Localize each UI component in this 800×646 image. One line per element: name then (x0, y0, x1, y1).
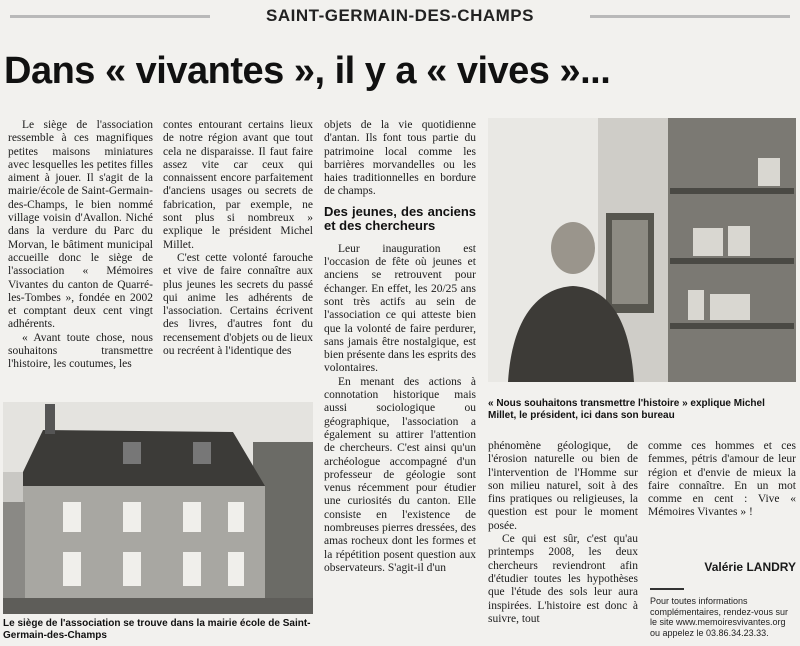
column-3 (324, 119, 476, 639)
building-photo (3, 402, 313, 614)
column-1 (8, 119, 153, 393)
building-caption: Le siège de l'association se trouve dans la mairie école de Saint-Germain-des-Champs (3, 618, 311, 641)
col3-paragraph-2: Leur inauguration est l'occasion de fête où jeunes et anciens se retrouvent pour échanger. En effet, les 20/25 ans sont très actifs au sein de l'association ce qui atteste bien que la volonté de faire perdurer, sans jamais être nostalgique, est bien présente dans les esprits des volontaires. (324, 242, 476, 375)
section-header (10, 6, 790, 26)
col4-paragraph-1: phénomène géologique, de l'érosion naturelle ou bien de l'intervention de l'Homme sur son milieu naturel, soit à des fins pratiques ou religieuses, la question est pour le moment posée. (488, 440, 638, 532)
col4-paragraph-2: Ce qui est sûr, c'est qu'au printemps 2008, les deux chercheurs reviendront afin d'étudier toutes les hypothèses que l'étude des sols leur aura inspirées. L'histoire est donc à suivre, tout (488, 533, 638, 625)
column-5 (648, 440, 796, 530)
col1-paragraph-1: Le siège de l'association ressemble à ces magnifiques petites maisons miniatures avec lesquelles les petites filles aiment à jouer. Il s'agit de la mairie/école de Saint-Germain-des-Champs, le bien nommé village voisin d'Avallon. Niché dans la verdure du Parc du Morvan, le bâtiment municipal accueille donc le siège de l'association « Mémoires Vivantes du canton de Quarré-les-Tombes », fondée en 2002 et comptant deux cent vingt adhérents. (8, 119, 153, 331)
col2-paragraph-1: contes entourant certains lieux de notre région avant que tout cela ne disparaisse. Il faut faire assez vite car ceux qui connaissent encore parfaitement d'anciens usages ou secrets de fabrication, par exemple, ne sont plus si nombreux » explique le président Michel Millet. (163, 119, 313, 251)
col5-paragraph-1: comme ces hommes et ces femmes, pétris d'amour de leur région et d'envie de mieux la faire connaître. En un mot comme en cent : Vive « Mémoires Vivantes » ! (648, 440, 796, 519)
column-2 (163, 119, 313, 393)
author-signature: Valérie LANDRY (704, 560, 796, 574)
portrait-caption: « Nous souhaitons transmettre l'histoire » explique Michel Millet, le président, ici dans son bureau (488, 398, 765, 421)
col3-subhead: Des jeunes, des anciens et des chercheurs (324, 203, 476, 233)
col3-paragraph-3: En menant des actions à connotation historique mais aussi sociologique ou géographique, l'association a également su attirer l'attention de chercheurs. C'est ainsi qu'un archéologue accompagné d'un professeur de géologie sont venus récemment pour étudier une curiosités du canton. Elle consiste en l'existence de nombreuses pierres dressées, des amas rocheux dont les formes et la répétition posent question aux observateurs. S'agit-il d'un (324, 375, 476, 574)
office-illustration (488, 118, 796, 382)
info-divider (650, 588, 684, 590)
section-rule-left (10, 15, 210, 18)
col2-paragraph-2: C'est cette volonté farouche et vive de faire connaître aux plus jeunes les secrets du passé qui anime les adhérents de l'association. Certains écrivent des livres, d'autres font du recensement d'objets ou de lieux ou recréent à l'identique des (163, 251, 313, 358)
section-title: SAINT-GERMAIN-DES-CHAMPS (266, 6, 534, 25)
headline: Dans « vivantes », il y a « vives »... (4, 50, 611, 92)
building-illustration (3, 402, 313, 614)
column-4 (488, 440, 638, 640)
contact-info: Pour toutes informations complémentaires, rendez-vous sur le site www.memoiresvivantes.org ou appelez le 03.86.34.23.33. (650, 596, 789, 638)
section-rule-right (590, 15, 790, 18)
col3-paragraph-1: objets de la vie quotidienne d'antan. Ils font tous partie du patrimoine local comme les barrières morvandelles ou les haies traditionnelles en bordure de champs. (324, 119, 476, 198)
portrait-photo (488, 118, 796, 382)
col1-paragraph-2: « Avant toute chose, nous souhaitons transmettre l'histoire, les coutumes, les (8, 331, 153, 371)
